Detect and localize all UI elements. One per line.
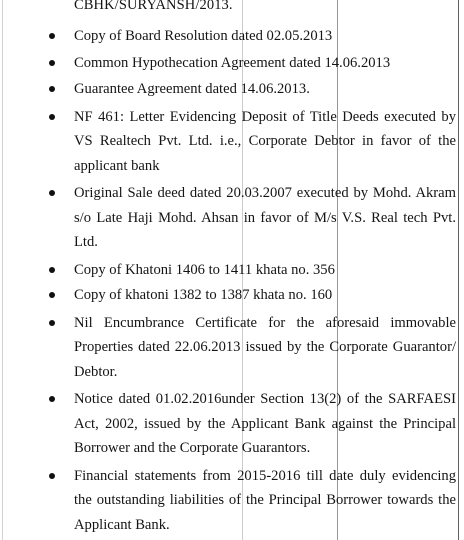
list-item xyxy=(0,283,464,308)
list-item-text: Notice dated 01.02.2016under Section 13(2) of the SARFAESI Act, 2002, issued by the Applicant Bank against the Principal Borrower and the Corporate Guarantors. xyxy=(74,391,456,456)
bullet-icon xyxy=(49,320,55,326)
list-item-text: Nil Encumbrance Certificate for the aforesaid immovable Properties dated 22.06.2013 issued by the Corporate Guarantor/ Debtor. xyxy=(74,314,456,380)
list-item-text: Original Sale deed dated 20.03.2007 executed by Mohd. Akram s/o Late Haji Mohd. Ahsan in favor of M/s V.S. Real tech Pvt. Ltd. xyxy=(74,185,456,250)
list-item xyxy=(0,77,464,102)
bullet-icon xyxy=(49,396,55,402)
list-item xyxy=(0,181,464,255)
list-item xyxy=(0,105,464,179)
bullet-icon xyxy=(49,267,55,273)
list-item xyxy=(0,258,464,283)
document-list xyxy=(0,24,464,537)
list-item-text: Copy of Khatoni 1406 to 1411 khata no. 356 xyxy=(74,261,335,278)
list-item-text: Common Hypothecation Agreement dated 14.06.2013 xyxy=(74,54,391,71)
bullet-icon xyxy=(49,86,55,92)
list-item xyxy=(0,51,464,76)
list-item-text: Copy of khatoni 1382 to 1387 khata no. 160 xyxy=(74,287,333,303)
list-item-text: Copy of Board Resolution dated 02.05.2013 xyxy=(74,28,333,44)
bullet-icon xyxy=(49,114,55,120)
bullet-icon xyxy=(49,292,55,298)
header-fragment: CBHK/SURYANSH/2013. xyxy=(74,0,233,13)
list-item xyxy=(0,311,464,385)
bullet-icon xyxy=(49,33,55,39)
list-item xyxy=(0,24,464,49)
list-item xyxy=(0,387,464,461)
bullet-icon xyxy=(49,190,55,196)
list-item-text: Financial statements from 2015-2016 till date duly evidencing the outstanding liabilities of the Principal Borrower towards the Applicant Bank. xyxy=(74,467,456,533)
bullet-icon xyxy=(49,473,55,479)
bullet-icon xyxy=(49,60,55,66)
list-item xyxy=(0,464,464,538)
list-item-text: NF 461: Letter Evidencing Deposit of Title Deeds executed by VS Realtech Pvt. Ltd. i.e., Corporate Debtor in favor of the applicant bank xyxy=(74,108,456,174)
list-item-text: Guarantee Agreement dated 14.06.2013. xyxy=(74,81,310,97)
